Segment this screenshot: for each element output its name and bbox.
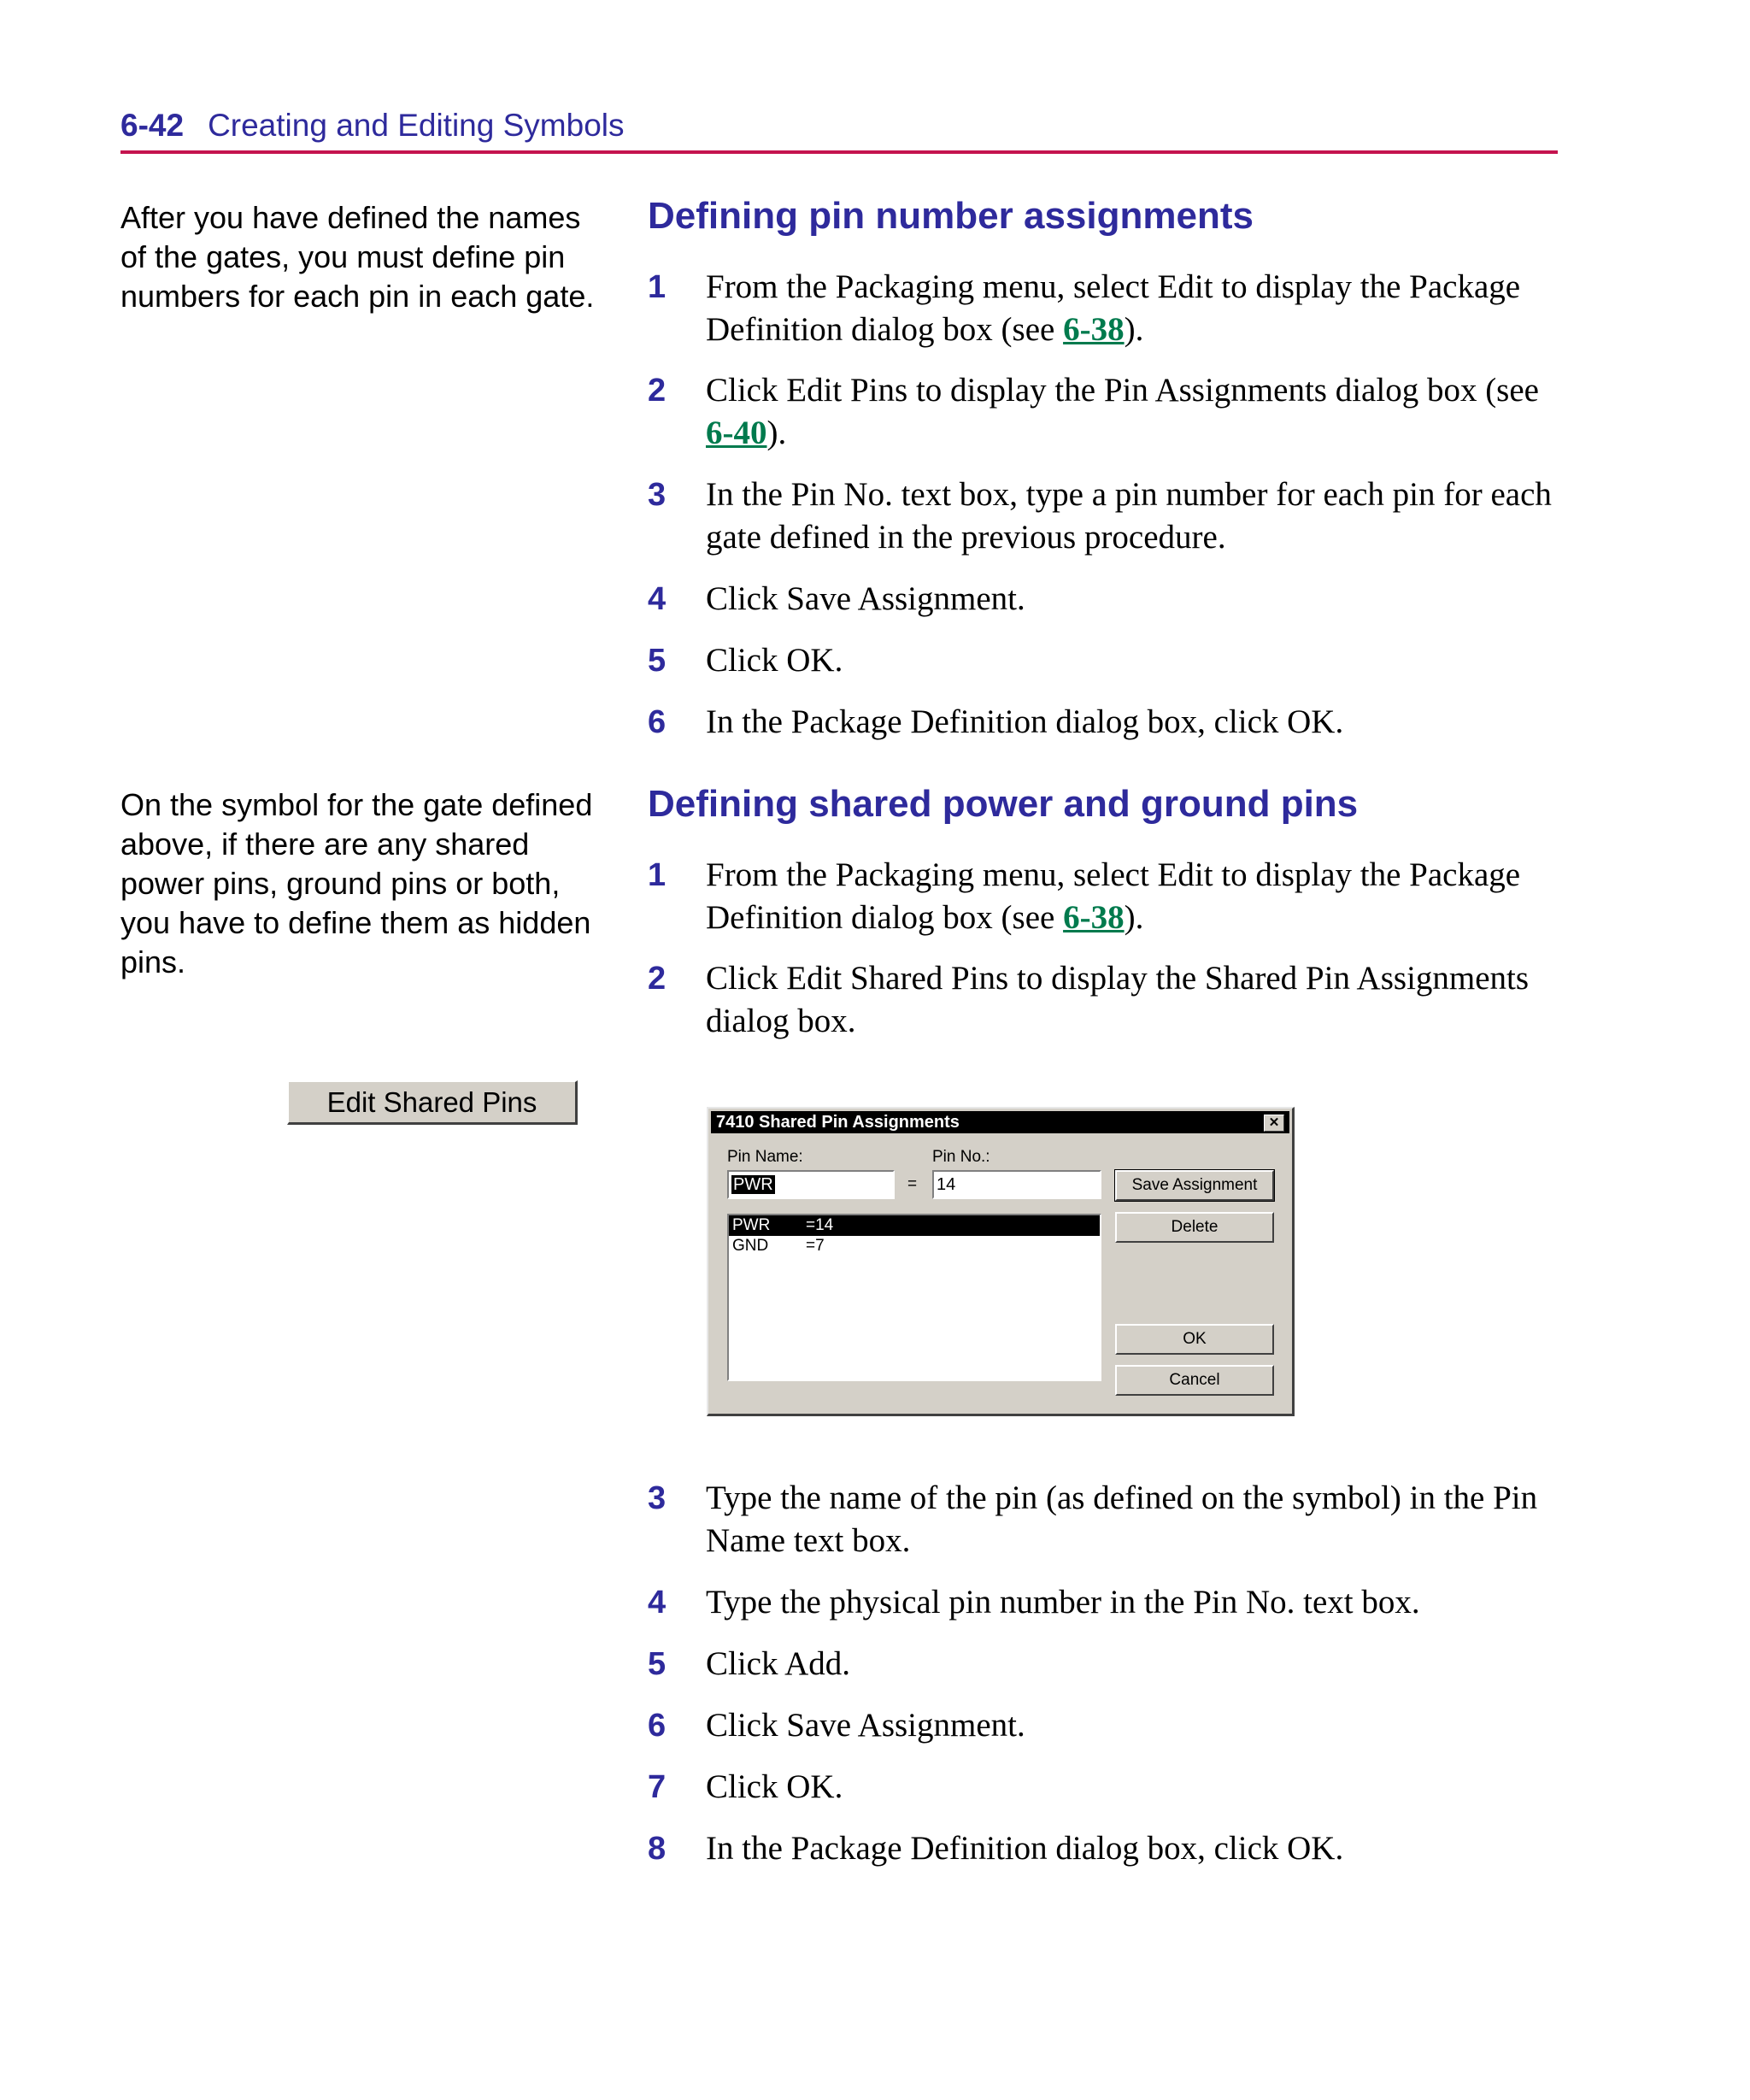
page-link[interactable]: 6-38	[1063, 311, 1125, 348]
step-text: Click Save Assignment.	[706, 580, 1025, 617]
heading-pin-number-assignments: Defining pin number assignments	[648, 195, 1254, 237]
dialog-title-bar	[711, 1111, 1289, 1133]
step	[648, 474, 1562, 559]
step	[648, 1581, 1562, 1624]
step	[648, 1643, 1562, 1685]
list-item-name: PWR	[732, 1216, 771, 1234]
save-assignment-button[interactable]: Save Assignment	[1115, 1170, 1274, 1201]
dialog-title: 7410 Shared Pin Assignments	[716, 1113, 960, 1132]
chapter-title: Creating and Editing Symbols	[208, 108, 625, 143]
running-header	[120, 108, 625, 144]
step-text: Click OK.	[706, 642, 843, 679]
step	[648, 578, 1562, 621]
list-item-name: GND	[732, 1237, 769, 1255]
step-number: 6	[648, 704, 667, 740]
step-text: In the Package Definition dialog box, click OK.	[706, 703, 1344, 740]
step-number: 2	[648, 373, 667, 409]
step	[648, 854, 1562, 939]
pin-name-label: Pin Name:	[727, 1148, 803, 1166]
step-number: 4	[648, 1585, 667, 1621]
step-number: 1	[648, 857, 667, 893]
step-number: 7	[648, 1769, 667, 1805]
list-item-value: =14	[806, 1216, 834, 1234]
list-item-value: =7	[806, 1237, 825, 1255]
sidebar-note-2: On the symbol for the gate defined above, if there are any shared power pins, ground pins or both, you have to define them as hidden pins.	[120, 787, 593, 979]
step	[648, 1477, 1562, 1562]
step-number: 6	[648, 1708, 667, 1744]
step-text: Type the name of the pin (as defined on the symbol) in the Pin Name text box.	[706, 1479, 1538, 1559]
sidebar-note-1: After you have defined the names of the gates, you must define pin numbers for each pin in each gate.	[120, 200, 595, 314]
step-text: Click Save Assignment.	[706, 1707, 1025, 1744]
step-number: 1	[648, 269, 667, 305]
step	[648, 639, 1562, 682]
page-link[interactable]: 6-38	[1063, 899, 1125, 936]
step	[648, 957, 1562, 1043]
step-text-tail: ).	[766, 415, 787, 451]
page-link[interactable]: 6-40	[706, 415, 767, 451]
ok-button[interactable]: OK	[1115, 1324, 1274, 1355]
step-text: Type the physical pin number in the Pin No. text box.	[706, 1584, 1420, 1621]
shared-pin-list[interactable]	[727, 1214, 1101, 1381]
page-number: 6-42	[120, 108, 185, 143]
pin-no-label: Pin No.:	[932, 1148, 990, 1166]
step	[648, 1827, 1562, 1870]
step-text: From the Packaging menu, select Edit to display the Package Definition dialog box (see	[706, 268, 1521, 348]
step-text: Click Add.	[706, 1645, 851, 1682]
cancel-button[interactable]: Cancel	[1115, 1365, 1274, 1396]
step-text-tail: ).	[1124, 899, 1144, 936]
step-number: 5	[648, 643, 667, 679]
step-number: 5	[648, 1646, 667, 1682]
list-item[interactable]	[729, 1215, 1100, 1236]
list-item[interactable]	[729, 1236, 1100, 1256]
pin-no-value: 14	[937, 1175, 956, 1194]
step	[648, 701, 1562, 744]
step-text: In the Pin No. text box, type a pin number for each pin for each gate defined in the previous procedure.	[706, 476, 1552, 556]
step-number: 8	[648, 1831, 667, 1867]
step-text: Click OK.	[706, 1768, 843, 1805]
delete-button[interactable]: Delete	[1115, 1212, 1274, 1243]
equals-sign: =	[907, 1175, 918, 1193]
step-number: 3	[648, 1480, 667, 1516]
step-number: 4	[648, 581, 667, 617]
step-number: 2	[648, 961, 667, 997]
close-icon[interactable]: ✕	[1264, 1115, 1284, 1132]
pin-name-input[interactable]	[727, 1170, 895, 1199]
step	[648, 1704, 1562, 1747]
header-rule	[120, 150, 1558, 154]
step-number: 3	[648, 477, 667, 513]
pin-no-input[interactable]	[932, 1170, 1101, 1199]
shared-pin-assignments-dialog	[707, 1107, 1295, 1416]
step	[648, 266, 1562, 351]
step	[648, 1766, 1562, 1809]
pin-name-value: PWR	[733, 1175, 773, 1194]
step-text: Click Edit Shared Pins to display the Shared Pin Assignments dialog box.	[706, 960, 1530, 1039]
step-text: In the Package Definition dialog box, click OK.	[706, 1830, 1344, 1867]
step-text-tail: ).	[1124, 311, 1144, 348]
heading-shared-power-ground-pins: Defining shared power and ground pins	[648, 783, 1359, 825]
step	[648, 369, 1562, 455]
edit-shared-pins-button[interactable]: Edit Shared Pins	[287, 1080, 578, 1125]
step-text: From the Packaging menu, select Edit to display the Package Definition dialog box (see	[706, 856, 1521, 936]
step-text: Click Edit Pins to display the Pin Assignments dialog box (see	[706, 372, 1539, 409]
